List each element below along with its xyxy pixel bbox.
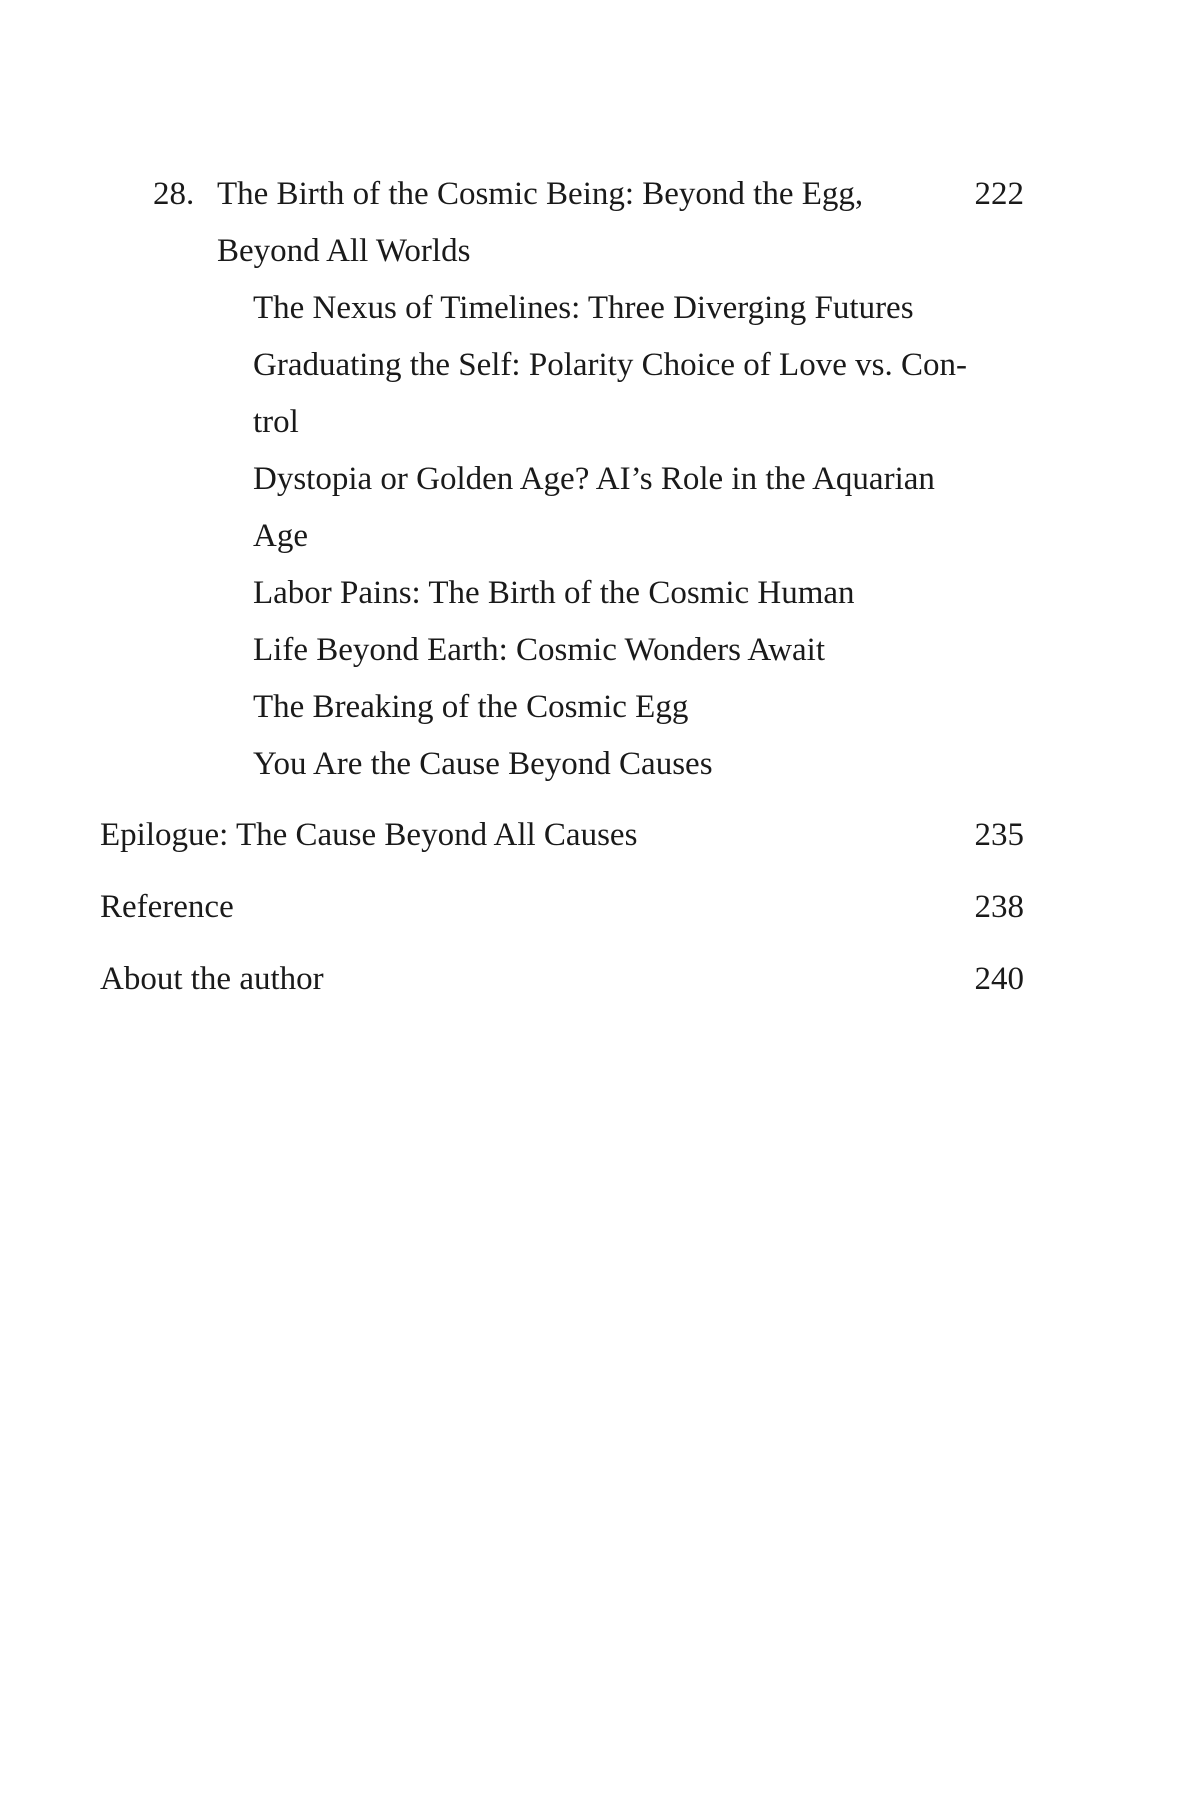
toc-section-item[interactable]: The Nexus of Timelines: Three Diverging Futures	[253, 290, 914, 326]
toc-section-item[interactable]: Dystopia or Golden Age? AI’s Role in the Aquarian	[253, 461, 935, 497]
toc-section-item[interactable]: Labor Pains: The Birth of the Cosmic Human	[253, 575, 855, 611]
epilogue-entry-page: 235	[974, 817, 1024, 853]
toc-section-item[interactable]: The Breaking of the Cosmic Egg	[253, 689, 689, 725]
reference-entry-title[interactable]: Reference	[100, 889, 234, 925]
epilogue-entry-title[interactable]: Epilogue: The Cause Beyond All Causes	[100, 817, 638, 853]
chapter-title-line-1[interactable]: The Birth of the Cosmic Being: Beyond the Egg,	[217, 176, 864, 212]
toc-section-item-continuation[interactable]: Age	[253, 518, 308, 554]
reference-entry-page: 238	[974, 889, 1024, 925]
about-author-entry-page: 240	[974, 961, 1024, 997]
about-author-entry-title[interactable]: About the author	[100, 961, 324, 997]
toc-section-item[interactable]: Graduating the Self: Polarity Choice of Love vs. Con-	[253, 347, 967, 383]
chapter-page-number: 222	[974, 176, 1024, 212]
toc-section-item[interactable]: Life Beyond Earth: Cosmic Wonders Await	[253, 632, 826, 668]
chapter-number: 28.	[153, 176, 195, 212]
chapter-title-line-2[interactable]: Beyond All Worlds	[217, 233, 471, 269]
toc-section-item-continuation[interactable]: trol	[253, 404, 299, 440]
toc-section-item[interactable]: You Are the Cause Beyond Causes	[253, 746, 713, 782]
